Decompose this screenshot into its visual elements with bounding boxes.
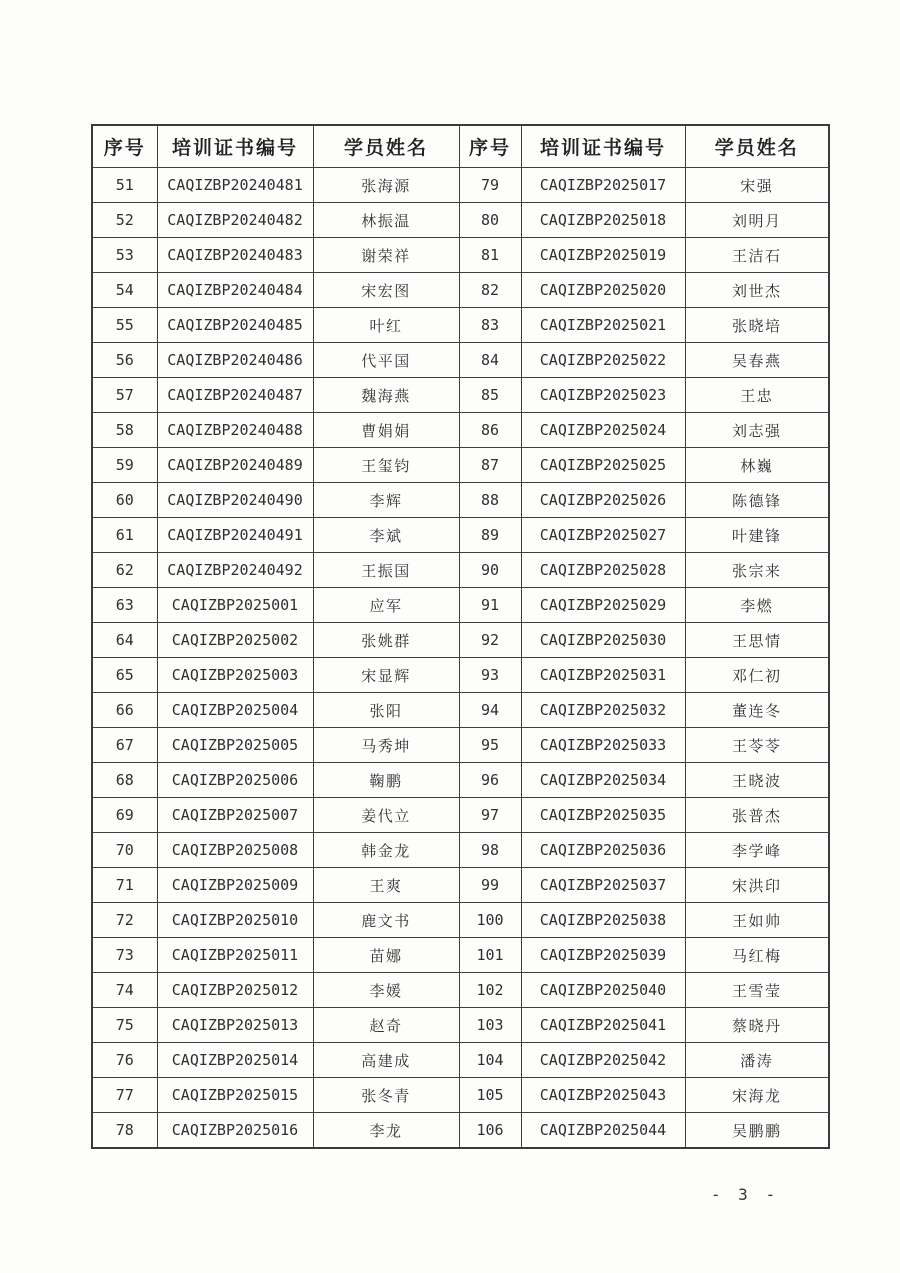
table-row xyxy=(92,798,829,833)
serial-number-cell: 63 xyxy=(92,588,157,623)
certificate-number-cell: CAQIZBP2025029 xyxy=(521,588,685,623)
certificate-number-cell: CAQIZBP2025006 xyxy=(157,763,313,798)
table-row xyxy=(92,238,829,273)
table-row xyxy=(92,1078,829,1113)
student-name-cell: 陈德锋 xyxy=(685,483,829,518)
student-name-cell: 王爽 xyxy=(313,868,459,903)
certificate-number-cell: CAQIZBP2025028 xyxy=(521,553,685,588)
certificate-number-cell: CAQIZBP2025020 xyxy=(521,273,685,308)
certificate-number-cell: CAQIZBP2025022 xyxy=(521,343,685,378)
table-row xyxy=(92,553,829,588)
student-name-cell: 蔡晓丹 xyxy=(685,1008,829,1043)
serial-number-cell: 105 xyxy=(459,1078,521,1113)
serial-number-cell: 106 xyxy=(459,1113,521,1149)
table-row xyxy=(92,763,829,798)
table-row xyxy=(92,518,829,553)
certificate-number-cell: CAQIZBP2025015 xyxy=(157,1078,313,1113)
table-row xyxy=(92,973,829,1008)
serial-number-cell: 83 xyxy=(459,308,521,343)
serial-number-cell: 92 xyxy=(459,623,521,658)
certificate-number-cell: CAQIZBP2025010 xyxy=(157,903,313,938)
serial-number-cell: 104 xyxy=(459,1043,521,1078)
serial-column-header: 序号 xyxy=(92,125,157,168)
student-name-cell: 王晓波 xyxy=(685,763,829,798)
certificate-number-cell: CAQIZBP2025035 xyxy=(521,798,685,833)
serial-number-cell: 53 xyxy=(92,238,157,273)
student-name-cell: 张海源 xyxy=(313,168,459,203)
student-name-cell: 马红梅 xyxy=(685,938,829,973)
certificate-number-cell: CAQIZBP20240481 xyxy=(157,168,313,203)
student-name-cell: 张普杰 xyxy=(685,798,829,833)
student-name-cell: 王如帅 xyxy=(685,903,829,938)
serial-number-cell: 56 xyxy=(92,343,157,378)
student-name-cell: 宋强 xyxy=(685,168,829,203)
serial-number-cell: 80 xyxy=(459,203,521,238)
serial-number-cell: 57 xyxy=(92,378,157,413)
serial-number-cell: 55 xyxy=(92,308,157,343)
serial-number-cell: 98 xyxy=(459,833,521,868)
serial-number-cell: 60 xyxy=(92,483,157,518)
student-name-cell: 张晓培 xyxy=(685,308,829,343)
serial-number-cell: 102 xyxy=(459,973,521,1008)
table-row xyxy=(92,1008,829,1043)
table-row xyxy=(92,343,829,378)
student-name-cell: 苗娜 xyxy=(313,938,459,973)
name-column-header: 学员姓名 xyxy=(685,125,829,168)
student-name-cell: 宋海龙 xyxy=(685,1078,829,1113)
table-row xyxy=(92,483,829,518)
serial-number-cell: 69 xyxy=(92,798,157,833)
certificate-number-cell: CAQIZBP2025002 xyxy=(157,623,313,658)
serial-number-cell: 85 xyxy=(459,378,521,413)
student-name-cell: 刘明月 xyxy=(685,203,829,238)
table-row xyxy=(92,903,829,938)
serial-number-cell: 70 xyxy=(92,833,157,868)
table-row xyxy=(92,868,829,903)
student-name-cell: 谢荣祥 xyxy=(313,238,459,273)
serial-number-cell: 91 xyxy=(459,588,521,623)
certificate-number-cell: CAQIZBP20240484 xyxy=(157,273,313,308)
table-row xyxy=(92,378,829,413)
certificate-number-cell: CAQIZBP2025030 xyxy=(521,623,685,658)
student-name-cell: 宋宏图 xyxy=(313,273,459,308)
student-name-cell: 王思情 xyxy=(685,623,829,658)
serial-number-cell: 61 xyxy=(92,518,157,553)
certificate-number-cell: CAQIZBP2025019 xyxy=(521,238,685,273)
certificate-number-cell: CAQIZBP2025007 xyxy=(157,798,313,833)
certificate-number-cell: CAQIZBP2025034 xyxy=(521,763,685,798)
certificate-number-cell: CAQIZBP2025011 xyxy=(157,938,313,973)
certificate-number-cell: CAQIZBP2025043 xyxy=(521,1078,685,1113)
student-name-cell: 曹娟娟 xyxy=(313,413,459,448)
certificate-number-cell: CAQIZBP2025013 xyxy=(157,1008,313,1043)
student-name-cell: 刘志强 xyxy=(685,413,829,448)
certificate-number-cell: CAQIZBP2025036 xyxy=(521,833,685,868)
certificate-number-cell: CAQIZBP2025017 xyxy=(521,168,685,203)
serial-number-cell: 103 xyxy=(459,1008,521,1043)
certificate-number-cell: CAQIZBP2025033 xyxy=(521,728,685,763)
certificate-roster-table xyxy=(91,124,830,1149)
table-row xyxy=(92,588,829,623)
student-name-cell: 韩金龙 xyxy=(313,833,459,868)
table-row xyxy=(92,728,829,763)
certificate-number-cell: CAQIZBP2025038 xyxy=(521,903,685,938)
serial-number-cell: 52 xyxy=(92,203,157,238)
student-name-cell: 李龙 xyxy=(313,1113,459,1149)
certificate-number-cell: CAQIZBP2025004 xyxy=(157,693,313,728)
serial-number-cell: 51 xyxy=(92,168,157,203)
certificate-number-cell: CAQIZBP2025031 xyxy=(521,658,685,693)
serial-number-cell: 86 xyxy=(459,413,521,448)
certificate-number-cell: CAQIZBP20240490 xyxy=(157,483,313,518)
serial-number-cell: 66 xyxy=(92,693,157,728)
student-name-cell: 林振温 xyxy=(313,203,459,238)
serial-number-cell: 79 xyxy=(459,168,521,203)
table-row xyxy=(92,658,829,693)
certificate-number-cell: CAQIZBP2025032 xyxy=(521,693,685,728)
student-name-cell: 邓仁初 xyxy=(685,658,829,693)
serial-column-header: 序号 xyxy=(459,125,521,168)
serial-number-cell: 73 xyxy=(92,938,157,973)
serial-number-cell: 99 xyxy=(459,868,521,903)
table-row xyxy=(92,833,829,868)
student-name-cell: 李媛 xyxy=(313,973,459,1008)
serial-number-cell: 64 xyxy=(92,623,157,658)
table-row xyxy=(92,168,829,203)
student-name-cell: 代平国 xyxy=(313,343,459,378)
student-name-cell: 马秀坤 xyxy=(313,728,459,763)
certificate-column-header: 培训证书编号 xyxy=(521,125,685,168)
certificate-number-cell: CAQIZBP2025037 xyxy=(521,868,685,903)
student-name-cell: 宋显辉 xyxy=(313,658,459,693)
student-name-cell: 李燃 xyxy=(685,588,829,623)
serial-number-cell: 95 xyxy=(459,728,521,763)
serial-number-cell: 75 xyxy=(92,1008,157,1043)
serial-number-cell: 58 xyxy=(92,413,157,448)
certificate-number-cell: CAQIZBP2025005 xyxy=(157,728,313,763)
table-body xyxy=(92,168,829,1149)
certificate-number-cell: CAQIZBP2025018 xyxy=(521,203,685,238)
serial-number-cell: 81 xyxy=(459,238,521,273)
serial-number-cell: 89 xyxy=(459,518,521,553)
student-name-cell: 王雪莹 xyxy=(685,973,829,1008)
table-row xyxy=(92,413,829,448)
certificate-number-cell: CAQIZBP20240485 xyxy=(157,308,313,343)
table-row xyxy=(92,448,829,483)
serial-number-cell: 76 xyxy=(92,1043,157,1078)
certificate-number-cell: CAQIZBP20240487 xyxy=(157,378,313,413)
student-name-cell: 张阳 xyxy=(313,693,459,728)
student-name-cell: 张姚群 xyxy=(313,623,459,658)
student-name-cell: 宋洪印 xyxy=(685,868,829,903)
student-name-cell: 张冬青 xyxy=(313,1078,459,1113)
student-name-cell: 高建成 xyxy=(313,1043,459,1078)
serial-number-cell: 74 xyxy=(92,973,157,1008)
serial-number-cell: 84 xyxy=(459,343,521,378)
certificate-number-cell: CAQIZBP2025001 xyxy=(157,588,313,623)
serial-number-cell: 54 xyxy=(92,273,157,308)
table-row xyxy=(92,203,829,238)
student-name-cell: 王振国 xyxy=(313,553,459,588)
student-name-cell: 李斌 xyxy=(313,518,459,553)
certificate-number-cell: CAQIZBP2025025 xyxy=(521,448,685,483)
serial-number-cell: 97 xyxy=(459,798,521,833)
serial-number-cell: 71 xyxy=(92,868,157,903)
student-name-cell: 叶建锋 xyxy=(685,518,829,553)
student-name-cell: 张宗来 xyxy=(685,553,829,588)
student-name-cell: 应军 xyxy=(313,588,459,623)
name-column-header: 学员姓名 xyxy=(313,125,459,168)
serial-number-cell: 65 xyxy=(92,658,157,693)
certificate-number-cell: CAQIZBP2025024 xyxy=(521,413,685,448)
certificate-number-cell: CAQIZBP2025041 xyxy=(521,1008,685,1043)
student-name-cell: 李辉 xyxy=(313,483,459,518)
serial-number-cell: 88 xyxy=(459,483,521,518)
student-name-cell: 董连冬 xyxy=(685,693,829,728)
student-name-cell: 叶红 xyxy=(313,308,459,343)
certificate-number-cell: CAQIZBP2025009 xyxy=(157,868,313,903)
student-name-cell: 鹿文书 xyxy=(313,903,459,938)
serial-number-cell: 72 xyxy=(92,903,157,938)
student-name-cell: 王苓苓 xyxy=(685,728,829,763)
table-row xyxy=(92,1043,829,1078)
serial-number-cell: 68 xyxy=(92,763,157,798)
serial-number-cell: 94 xyxy=(459,693,521,728)
certificate-number-cell: CAQIZBP2025014 xyxy=(157,1043,313,1078)
serial-number-cell: 101 xyxy=(459,938,521,973)
certificate-number-cell: CAQIZBP2025039 xyxy=(521,938,685,973)
serial-number-cell: 82 xyxy=(459,273,521,308)
table-row xyxy=(92,1113,829,1149)
table-row xyxy=(92,308,829,343)
student-name-cell: 吴鹏鹏 xyxy=(685,1113,829,1149)
certificate-column-header: 培训证书编号 xyxy=(157,125,313,168)
certificate-number-cell: CAQIZBP2025012 xyxy=(157,973,313,1008)
certificate-number-cell: CAQIZBP20240486 xyxy=(157,343,313,378)
serial-number-cell: 96 xyxy=(459,763,521,798)
student-name-cell: 王玺钧 xyxy=(313,448,459,483)
student-name-cell: 刘世杰 xyxy=(685,273,829,308)
serial-number-cell: 67 xyxy=(92,728,157,763)
serial-number-cell: 62 xyxy=(92,553,157,588)
serial-number-cell: 77 xyxy=(92,1078,157,1113)
certificate-number-cell: CAQIZBP20240488 xyxy=(157,413,313,448)
serial-number-cell: 100 xyxy=(459,903,521,938)
certificate-number-cell: CAQIZBP2025021 xyxy=(521,308,685,343)
serial-number-cell: 90 xyxy=(459,553,521,588)
certificate-number-cell: CAQIZBP20240483 xyxy=(157,238,313,273)
certificate-number-cell: CAQIZBP2025016 xyxy=(157,1113,313,1149)
serial-number-cell: 87 xyxy=(459,448,521,483)
student-name-cell: 王洁石 xyxy=(685,238,829,273)
header-row xyxy=(92,125,829,168)
certificate-number-cell: CAQIZBP2025042 xyxy=(521,1043,685,1078)
student-name-cell: 赵奇 xyxy=(313,1008,459,1043)
student-name-cell: 李学峰 xyxy=(685,833,829,868)
certificate-number-cell: CAQIZBP2025026 xyxy=(521,483,685,518)
student-name-cell: 姜代立 xyxy=(313,798,459,833)
serial-number-cell: 93 xyxy=(459,658,521,693)
table-row xyxy=(92,273,829,308)
certificate-number-cell: CAQIZBP20240482 xyxy=(157,203,313,238)
certificate-number-cell: CAQIZBP2025040 xyxy=(521,973,685,1008)
certificate-number-cell: CAQIZBP2025027 xyxy=(521,518,685,553)
student-name-cell: 林巍 xyxy=(685,448,829,483)
certificate-number-cell: CAQIZBP2025003 xyxy=(157,658,313,693)
certificate-number-cell: CAQIZBP2025044 xyxy=(521,1113,685,1149)
student-name-cell: 魏海燕 xyxy=(313,378,459,413)
serial-number-cell: 78 xyxy=(92,1113,157,1149)
serial-number-cell: 59 xyxy=(92,448,157,483)
page-number: - 3 - xyxy=(710,1185,780,1204)
student-name-cell: 潘涛 xyxy=(685,1043,829,1078)
table-row xyxy=(92,693,829,728)
certificate-number-cell: CAQIZBP20240491 xyxy=(157,518,313,553)
certificate-number-cell: CAQIZBP20240492 xyxy=(157,553,313,588)
certificate-number-cell: CAQIZBP2025008 xyxy=(157,833,313,868)
student-name-cell: 吴春燕 xyxy=(685,343,829,378)
student-name-cell: 王忠 xyxy=(685,378,829,413)
table-row xyxy=(92,938,829,973)
certificate-number-cell: CAQIZBP20240489 xyxy=(157,448,313,483)
certificate-number-cell: CAQIZBP2025023 xyxy=(521,378,685,413)
table-row xyxy=(92,623,829,658)
student-name-cell: 鞠鹏 xyxy=(313,763,459,798)
